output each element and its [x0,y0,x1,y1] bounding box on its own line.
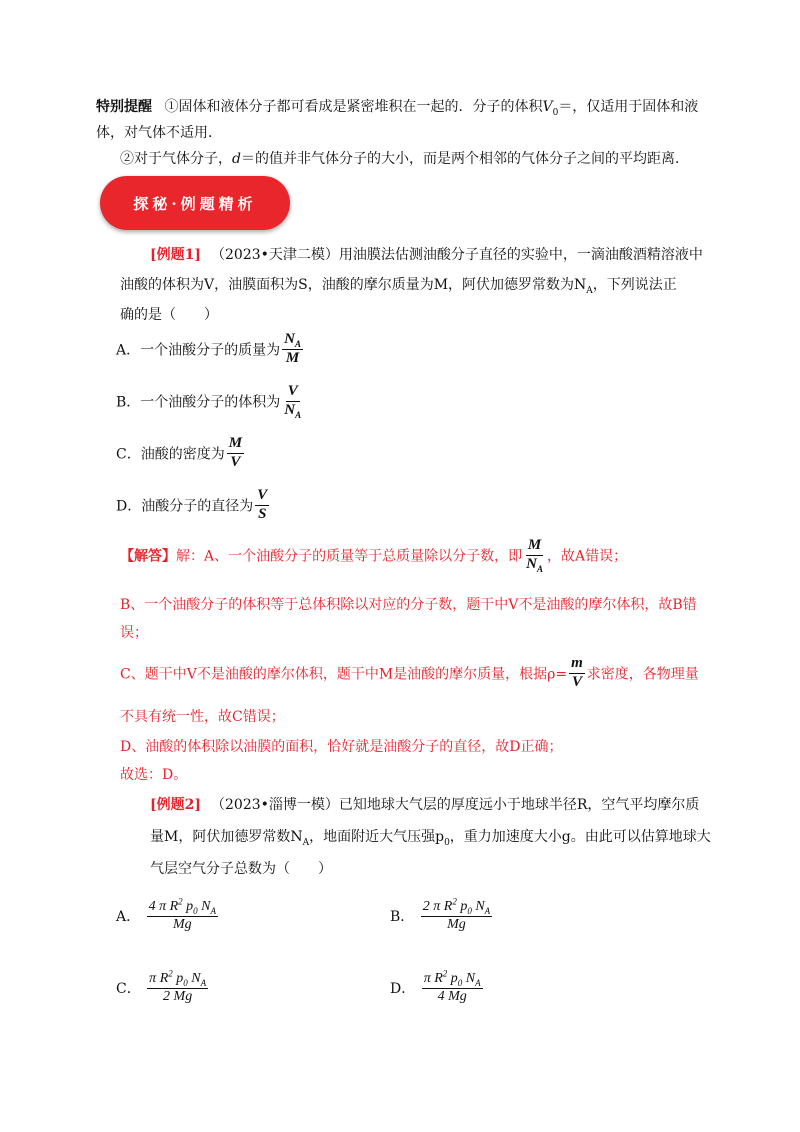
answer-fraction-4-num: m [569,656,585,674]
q2-text-2b: ，地面附近大气压强p [309,829,445,845]
q1-option-d [116,488,271,523]
answer-fraction-1-num: M [526,538,543,556]
q2-text-2c: ，重力加速度大小g。由此可以估算地球大 [449,829,711,845]
r-var: R [434,971,443,986]
answer-fraction-4-den: V [571,673,582,690]
n-sub: A [210,905,216,916]
q1-line-3: 确的是（ ） [120,307,218,323]
q2-label: [例题2] [150,797,201,813]
r-exp: 2 [442,968,448,979]
q1-option-b [116,384,305,419]
tip-label: 特别提醒 [96,99,152,115]
answer-line-1 [120,538,627,573]
q2-option-d-den: 4 Mg [437,988,467,1004]
q2-option-a [116,896,220,932]
tip-text-3-start: ②对于气体分子， [120,151,232,167]
n-var: N [465,971,476,986]
q1-option-d-text: D．油酸分子的直径为 [116,498,254,515]
q1-line-1 [150,244,703,264]
q2-option-d [390,968,485,1004]
n-var: N [201,899,211,914]
answer-text-1b: ，故A错误； [546,548,628,565]
n-sub: A [475,977,481,988]
pi-symbol: π [159,899,167,914]
n-var: N [475,899,485,914]
answer-line-3: 误； [120,625,148,641]
q1-option-a-den: M [285,349,300,366]
q1-option-b-text: B．一个油酸分子的体积为 [116,394,281,411]
answer-line-2: B、一个油酸分子的体积等于总体积除以对应的分子数，题干中V不是油酸的摩尔体积，故B错 [120,597,697,613]
p-var: p [186,899,194,914]
q2-option-b-den: Mg [447,916,466,932]
answer-text-1a: 解：A、一个油酸分子的质量等于总质量除以分子数，即 [176,548,523,565]
q1-option-d-den: S [258,505,267,522]
q1-option-c-text: C．油酸的密度为 [116,446,225,463]
tip-text-1: ①固体和液体分子都可看成是紧密堆积在一起的．分子的体积 [164,99,543,115]
p-sub: 0 [193,905,198,916]
answer-line-6: D、油酸的体积除以油膜的面积，恰好就是油酸分子的直径，故D正确； [120,739,563,755]
n-var: N [191,971,201,986]
q2-option-a-letter: A． [116,909,141,926]
q2-option-a-fraction [147,896,218,932]
r-var: R [159,971,169,986]
q2-option-d-fraction [422,968,483,1004]
answer-text-4b: 求密度，各物理量 [586,666,699,683]
q2-option-d-letter: D． [390,981,416,998]
q1-option-a [116,332,305,367]
q2-option-c [116,968,210,1004]
q2-text-1: （2023•淄博一模）已知地球大气层的厚度远小于地球半径R，空气平均摩尔质 [211,797,700,813]
p-var: p [450,971,458,986]
q2-line-3: 气层空气分子总数为（ ） [150,861,332,877]
q1-option-c-num: M [227,436,244,454]
answer-fraction-1-den-sub: A [536,563,543,574]
tip-line-2: 体，对气体不适用． [96,125,222,141]
q1-option-b-den: N [284,401,296,418]
q1-option-c-den: V [230,453,241,470]
q1-text-2b: ，下列说法正 [592,277,677,293]
q1-option-b-den-sub: A [295,409,302,420]
q1-option-c [116,436,246,471]
q2-text-2-sub2: 0 [444,837,450,848]
p-sub: 0 [457,977,463,988]
q2-option-c-den: 2 Mg [163,988,193,1004]
tip-d-var: d [232,151,241,167]
answer-fraction-1-den: N [526,555,537,572]
p-sub: 0 [183,977,188,988]
q2-option-b-fraction [421,896,492,932]
pi-symbol: π [423,971,431,986]
tip-line-1 [96,96,698,116]
q2-option-c-fraction [147,968,208,1004]
r-var: R [169,899,179,914]
q2-option-c-letter: C． [116,981,141,998]
q2-text-2a: 量M，阿伏加德罗常数N [150,829,303,845]
answer-label: 【解答】 [120,548,176,565]
q1-option-a-text: A．一个油酸分子的质量为 [116,342,281,359]
q1-option-b-num: V [286,384,300,402]
pi-symbol: π [433,899,441,914]
answer-fraction-1 [524,538,545,573]
q1-line-2 [120,274,677,294]
answer-fraction-4 [569,656,585,691]
q1-text-2-sub: A [586,285,593,296]
q2-option-a-den: Mg [172,916,192,932]
p-sub: 0 [467,905,472,916]
n-sub: A [484,905,491,916]
n-sub: A [200,977,207,988]
q1-text-2a: 油酸的体积为V，油膜面积为S，油酸的摩尔质量为M，阿伏加德罗常数为N [120,277,587,293]
q1-option-a-fraction [282,332,303,367]
q2-option-b [390,896,494,932]
q1-option-a-num: N [284,331,295,347]
answer-line-7: 故选：D。 [120,767,188,783]
r-var: R [443,899,453,914]
q1-option-d-num: V [255,488,269,506]
tip-line-3 [120,148,689,168]
q1-option-a-num-sub: A [294,339,301,349]
answer-text-4a: C、题干中V不是油酸的摩尔体积，题干中M是油酸的摩尔质量，根据ρ= [120,666,568,683]
q2-option-b-coef: 2 [422,899,430,914]
answer-line-5: 不具有统一性，故C错误； [120,709,285,725]
q1-label: [例题1] [150,247,201,263]
tip-v0-var: V [542,99,553,115]
q2-text-2-sub1: A [302,837,310,848]
tip-text-3-end: ＝的值并非气体分子的大小，而是两个相邻的气体分子之间的平均距离． [240,151,689,167]
q1-option-b-fraction [282,384,303,419]
r-exp: 2 [178,896,183,907]
p-var: p [460,899,468,914]
q1-option-d-fraction [255,488,269,523]
tip-v0-sub: 0 [552,107,559,118]
q2-line-2 [150,826,711,846]
r-exp: 2 [452,896,457,907]
answer-line-4 [120,656,699,691]
q2-option-a-coef: 4 [148,899,156,914]
tip-text-1-end: ＝，仅适用于固体和液 [558,99,699,115]
q2-option-b-letter: B． [390,909,415,926]
pi-symbol: π [149,971,157,986]
p-var: p [176,971,184,986]
q2-line-1 [150,794,699,814]
q1-option-c-fraction [227,436,244,471]
section-badge: 探秘·例题精析 [100,176,290,230]
q1-text-1: （2023•天津二模）用油膜法估测油酸分子直径的实验中，一滴油酸酒精溶液中 [211,247,703,263]
r-exp: 2 [168,968,173,979]
